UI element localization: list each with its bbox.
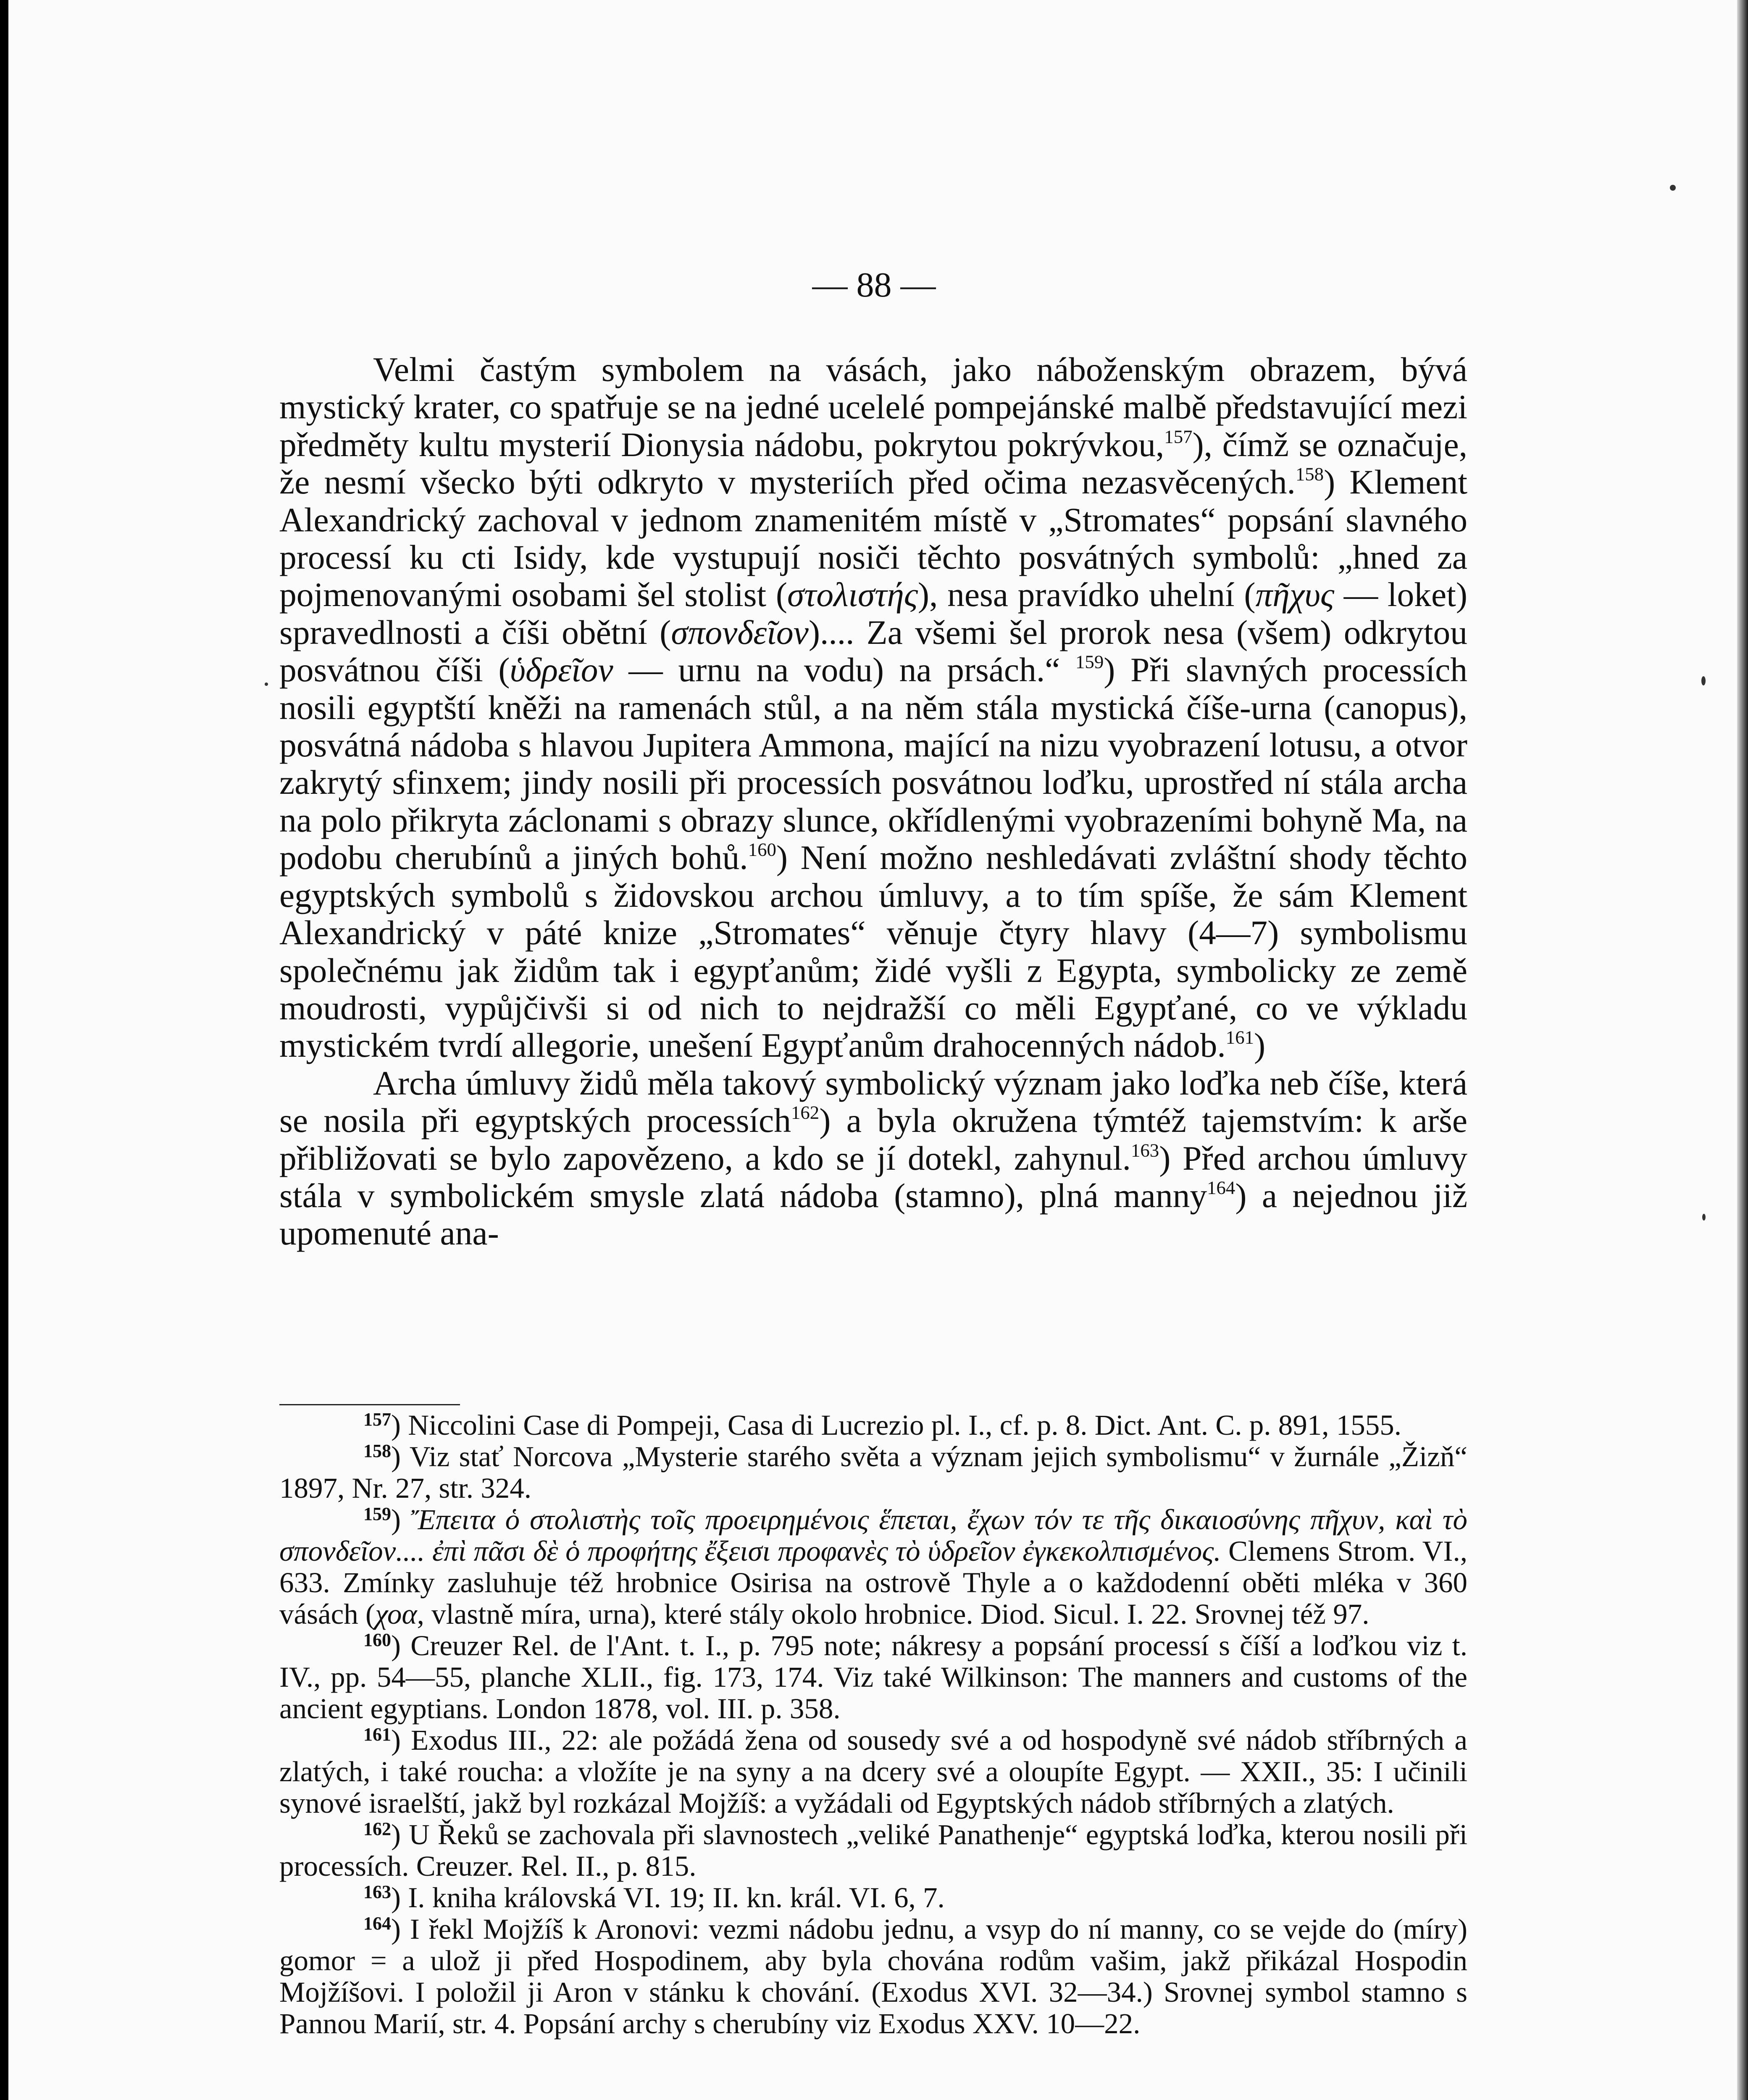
scan-speck <box>265 682 268 686</box>
greek-text: ὑδρεῖον <box>510 651 613 689</box>
page-edge-shadow <box>1737 0 1748 2100</box>
text-run: Archa úmluvy židů měla takový symbolický význam jako loďka neb číše, která se nosila při egyptských processích <box>279 1063 1467 1140</box>
text-run: ) Klement Alexandrický zachoval v jednom znamenitém místě v „Stromates“ popsání slavného processí ku cti Isidy, kde vystupují nosiči těchto posvátných symbolů: „hned za pojmenovanými osobami šel stolist ( <box>279 463 1467 614</box>
footnotes <box>279 1410 1467 2040</box>
footnote-reference: 163 <box>1130 1139 1159 1161</box>
footnote-reference: 162 <box>791 1102 820 1123</box>
text-run: ) Viz stať Norcova „Mysterie starého světa a význam jejich symbolismu“ v žurnále „Žizň“ 1897, Nr. 27, str. 324. <box>279 1441 1467 1504</box>
footnote-reference: 157 <box>1164 426 1193 447</box>
greek-text: σπονδεῖον <box>671 613 809 651</box>
text-run: ) a byla okružena týmtéž tajemstvím: k arše přibližovati se bylo zapovězeno, a kdo se jí dotekl, zahynul. <box>279 1101 1467 1177</box>
footnote-reference: 160 <box>748 839 776 860</box>
text-run: ) Při slavných processích nosili egyptští kněži na ramenách stůl, a na něm stála mystická číše-urna (canopus), posvátná nádoba s hlavou Jupitera Ammona, mající na nizu vyobrazení lotusu, a otvor zakrytý sfinxem; jindy nosili při processích posvátnou loďku, uprostřed ní stála archa na polo přikryta záclonami s obrazy slunce, okřídlenými vyobrazeními bohyně Ma, na podobu cherubínů a jiných bohů. <box>279 651 1467 877</box>
footnote-reference: 164 <box>1207 1177 1235 1198</box>
main-text <box>279 351 1467 1252</box>
footnote-reference: 158 <box>1295 463 1324 485</box>
text-run: , vlastně míra, urna), které stály okolo hrobnice. Diod. Sicul. I. 22. Srovnej též 97. <box>417 1598 1369 1630</box>
footnote <box>279 1630 1467 1725</box>
footnote-number: 164 <box>363 1913 391 1934</box>
paragraph <box>279 351 1467 1064</box>
text-run: ), nesa pravídko uhelní ( <box>917 575 1256 614</box>
footnote-number: 159 <box>363 1504 391 1524</box>
text-run: ), čímž se označuje, že nesmí všecko býti odkryto v mysteriích před očima nezasvěcených. <box>279 425 1467 501</box>
footnote-number: 161 <box>363 1724 391 1745</box>
footnote <box>279 1882 1467 1914</box>
text-run: — urnu na vodu) na prsách.“ <box>613 651 1076 689</box>
footnote-reference: 159 <box>1075 651 1104 672</box>
footnote <box>279 1441 1467 1504</box>
footnote-reference: 161 <box>1225 1026 1254 1048</box>
text-run: ) Není možno neshledávati zvláštní shody těchto egyptských symbolů s židovskou archou úmluvy, a to tím spíše, že sám Klement Alexandrický v páté knize „Stromates“ věnuje čtyry hlavy (4—7) symbolismu společnému jak židům tak i egypťanům; židé vyšli z Egypta, symbolicky ze země moudrosti, vypůjčivši si od nich to nejdražší co měli Egypťané, co ve výkladu mystickém tvrdí allegorie, unešení Egypťanům drahocenných nádob. <box>279 838 1467 1065</box>
text-run: ) I. kniha královská VI. 19; II. kn. král. VI. 6, 7. <box>391 1882 945 1914</box>
footnote-separator <box>279 1404 460 1405</box>
footnote-number: 160 <box>363 1630 391 1650</box>
text-run: ) Exodus III., 22: ale požádá žena od sousedy své a od hospodyně své nádob stříbrných a zlatých, i také roucha: a vložíte je na syny a na dcery své a oloupíte Egypt. — XXII., 35: I učinili synové israelští, jakž byl rozkázal Mojžíš: a vyžádali od Egyptských nádob stříbrných a zlatých. <box>279 1724 1467 1819</box>
text-run: ) Creuzer Rel. de l'Ant. t. I., p. 795 note; nákresy a popsání processí s číší a loďkou viz t. IV., pp. 54—55, planche XLII., fig. 173, 174. Viz také Wilkinson: The manners and customs of the ancient egyptians. London 1878, vol. III. p. 358. <box>279 1630 1467 1725</box>
greek-text: Ἔπειτα ὁ στολιστὴς τοῖς προειρημένοις ἕπεται, ἔχων τόν τε τῆς δικαιοσύνης πῆχυν, καὶ τὸ σπονδεῖον.... ἐπὶ πᾶσι δὲ ὁ προφήτης ἔξεισι προφανὲς τὸ ὑδρεῖον ἐγκεκολπισμένος. <box>279 1504 1467 1567</box>
text-run: ) a nejednou již upomenuté ana- <box>279 1176 1467 1252</box>
footnote-number: 157 <box>363 1409 391 1430</box>
text-run: ) Niccolini Case di Pompeji, Casa di Lucrezio pl. I., cf. p. 8. Dict. Ant. C. p. 891, 1555. <box>391 1409 1402 1441</box>
text-run: Clemens Strom. VI., 633. Zmínky zasluhuje též hrobnice Osirisa na ostrově Thyle a o každodenní oběti mléka v 360 vásách ( <box>279 1535 1467 1630</box>
scan-speck <box>1702 1214 1706 1221</box>
page-number: — 88 — <box>812 265 936 304</box>
greek-text: πῆχυς <box>1255 575 1335 614</box>
footnote <box>279 1914 1467 2040</box>
text-run: ) U Řeků se zachovala při slavnostech „veliké Panathenje“ egyptská loďka, kterou nosili při processích. Creuzer. Rel. II., p. 815. <box>279 1819 1467 1882</box>
text-run: ) Před archou úmluvy stála v symbolickém smysle zlatá nádoba (stamno), plná manny <box>279 1139 1467 1215</box>
scan-speck <box>1701 676 1706 685</box>
greek-text: στολιστής <box>787 575 918 614</box>
footnote <box>279 1504 1467 1630</box>
paragraph <box>279 1064 1467 1252</box>
footnote-number: 163 <box>363 1882 391 1902</box>
text-run: ) <box>1254 1026 1266 1065</box>
text-run: ).... Za všemi šel prorok nesa (všem) odkrytou posvátnou číši ( <box>279 613 1467 689</box>
footnote-number: 162 <box>363 1819 391 1839</box>
text-run: Velmi častým symbolem na vásách, jako náboženským obrazem, bývá mystický krater, co spatřuje se na jedné ucelelé pompejánské malbě představující mezi předměty kultu mysterií Dionysia nádobu, pokrytou pokrývkou, <box>279 350 1467 464</box>
text-run: ) I řekl Mojžíš k Aronovi: vezmi nádobu jednu, a vsyp do ní manny, co se vejde do (míry) gomor = a ulož ji před Hospodinem, aby byla chována rodům vašim, jakž přikázal Hospodin Mojžíšovi. I položil ji Aron v stánku k chování. (Exodus XVI. 32—34.) Srovnej symbol stamno s Pannou Marií, str. 4. Popsání archy s cherubíny viz Exodus XXV. 10—22. <box>279 1913 1467 2040</box>
footnote-number: 158 <box>363 1441 391 1461</box>
footnote <box>279 1725 1467 1819</box>
text-run: — loket) spravedlnosti a číši obětní ( <box>279 575 1468 651</box>
footnote <box>279 1819 1467 1882</box>
greek-text: χοα <box>375 1598 417 1630</box>
footnote <box>279 1410 1467 1441</box>
scan-speck <box>1670 185 1676 191</box>
text-run: ) <box>391 1504 411 1536</box>
